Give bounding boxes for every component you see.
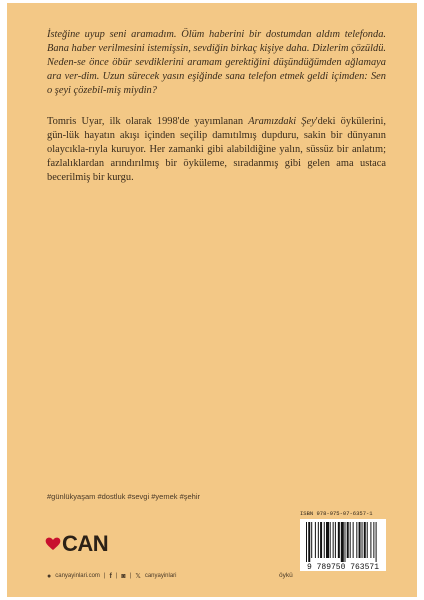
barcode-bar <box>376 522 377 562</box>
social-handle[interactable]: canyayinlari <box>144 573 177 579</box>
barcode-bar <box>330 522 331 558</box>
separator: | <box>129 573 132 579</box>
instagram-icon[interactable]: ◙ <box>121 572 126 580</box>
facebook-icon[interactable]: f <box>109 572 112 580</box>
barcode <box>300 519 386 571</box>
footer-links <box>47 572 177 580</box>
barcode-number: 9 789750 763571 <box>306 563 380 571</box>
barcode-bar <box>344 522 345 562</box>
barcode-bar <box>308 522 310 562</box>
barcode-bar <box>326 522 329 558</box>
barcode-bar <box>306 522 307 562</box>
globe-icon: ● <box>47 572 52 580</box>
barcode-bar <box>338 522 340 558</box>
isbn-block <box>300 510 386 571</box>
genre-label: öykü <box>279 572 293 579</box>
x-icon[interactable]: 𝕏 <box>135 573 141 580</box>
book-description <box>47 115 386 185</box>
barcode-bar <box>362 522 363 558</box>
separator: | <box>115 573 118 579</box>
barcode-bar <box>347 522 349 558</box>
barcode-bar <box>341 522 344 562</box>
barcode-bar <box>335 522 336 558</box>
isbn-label: ISBN 978-975-07-6357-1 <box>300 510 373 517</box>
barcode-image <box>300 519 386 571</box>
barcode-bar <box>315 522 316 558</box>
barcode-bar <box>320 522 322 558</box>
hashtags: #günlükyaşam #dostluk #sevgi #yemek #şehir <box>47 492 200 501</box>
barcode-bar <box>367 522 368 558</box>
publisher-name: CAN <box>62 531 109 556</box>
book-title: Aramızdaki Şey <box>248 116 316 127</box>
barcode-bar <box>311 522 312 558</box>
barcode-bar <box>370 522 371 558</box>
barcode-bar <box>364 522 366 558</box>
barcode-bar <box>359 522 361 558</box>
description-part-1: Tomris Uyar, ilk olarak 1998'de yayımlanan <box>47 116 249 127</box>
heart-icon <box>45 536 61 552</box>
website-link[interactable]: canyayinlari.com <box>55 573 100 579</box>
publisher-logo <box>45 531 108 557</box>
description-part-2: 'deki öykülerini, gün-lük hayatın akışı içinden seçilip damıtılmış dupduru, sakin bir dünyanın olaycıkla-rıyla kuruyor. Her zamanki gibi alabildiğine yalın, süssüz bir anlatım; fazlalıklardan arındırılmış bir öyküleme, sıradanmış gibi gelen ama ustaca becerilmiş bir kurgu. <box>47 116 386 183</box>
book-back-cover <box>7 3 417 597</box>
barcode-bar <box>318 522 319 558</box>
excerpt-quote: İsteğine uyup seni aramadım. Ölüm haberini bir dostumdan aldım telefonda. Bana haber verilmesini istemişsin, sevdiğin birkaç kişiye daha. Dizlerim çözüldü. Neden-se önce öbür sevdiklerini aramam gerektiğini düşündüğümden ağlamaya ara ver-dim. Uzun sürecek yasın eşiğinde sana telefon etmek geldi içimden: Sen o şeyi çözebil-miş miydin? <box>47 29 386 96</box>
separator: | <box>103 573 106 579</box>
barcode-bar <box>356 522 357 558</box>
barcode-bar <box>324 522 325 558</box>
barcode-bar <box>333 522 334 558</box>
barcode-bar <box>353 522 354 558</box>
barcode-bar <box>373 522 374 558</box>
barcode-bar <box>350 522 351 558</box>
